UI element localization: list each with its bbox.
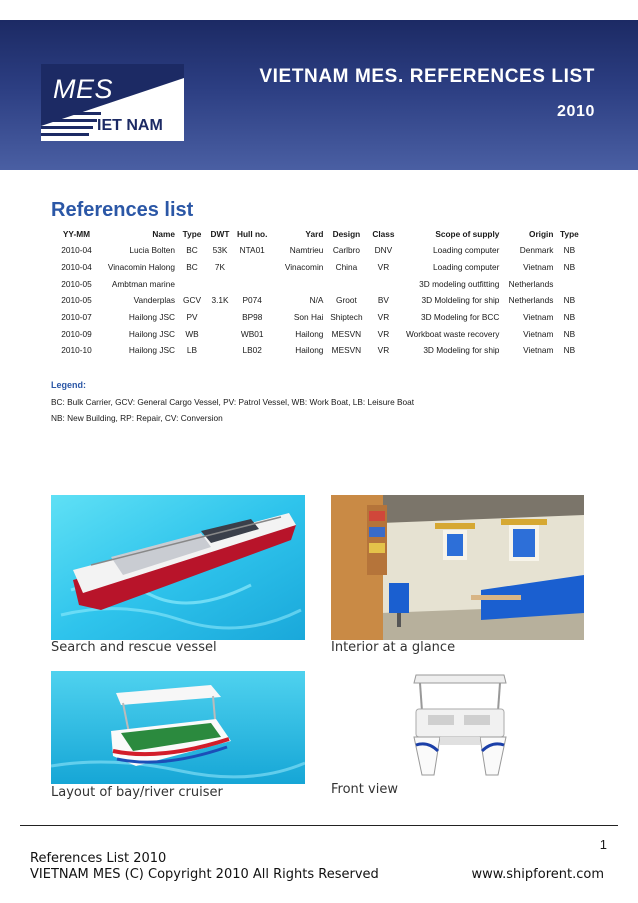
cell-hull: P074 [242,295,262,306]
cruiser-layout-image [51,671,305,784]
cell-yymm: 2010-09 [61,328,92,339]
col-header-origin: Origin [528,228,554,239]
footer-copyright: VIETNAM MES (C) Copyright 2010 All Rights Reserved [30,867,379,882]
col-header-class: Class [372,228,395,239]
cell-yymm: 2010-05 [61,295,92,306]
cell-yard: Vinacomin [284,262,324,273]
caption-cruiser-layout: Layout of bay/river cruiser [51,785,223,800]
cell-yard: Hailong [295,345,324,356]
col-header-scope: Scope of supply [435,228,500,239]
col-header-type: Type [182,228,202,239]
cell-class [366,275,400,292]
legend-vessel-types: BC: Bulk Carrier, GCV: General Cargo Vessel, PV: Patrol Vessel, WB: Work Boat, LB: Leisure Boat [51,397,415,407]
cell-dwt: 53K [212,245,228,256]
cell-name: Hailong JSC [128,312,175,323]
cell-yymm: 2010-04 [61,262,92,273]
document-year: 2010 [557,103,595,120]
cell-yard: N/A [309,295,324,306]
cell-design [326,275,366,292]
cell-order-type: NB [563,345,576,356]
cell-order-type: NB [563,245,576,256]
cell-class: BV [377,295,389,306]
table-row [51,259,582,276]
cell-scope: Loading computer [433,245,500,256]
cell-name: Vinacomin Halong [107,262,175,273]
cell-name: Ambtman marine [111,278,175,289]
cell-type: BC [186,262,198,273]
cell-class: VR [377,312,390,323]
cell-name: Hailong JSC [128,328,175,339]
section-title: References list [51,199,194,221]
cell-yard [270,275,326,292]
interior-photo [331,495,584,640]
col-header-order-type: Type [560,228,579,239]
company-logo [41,64,184,141]
cell-origin: Vietnam [523,262,554,273]
cell-scope: Workboat waste recovery [405,328,500,339]
caption-front-view: Front view [331,782,398,797]
col-header-name: Name [152,228,175,239]
cell-class: VR [377,262,390,273]
table-row [51,325,582,342]
cell-type: PV [186,312,198,323]
cell-yard: Hailong [295,328,324,339]
col-header-dwt: DWT [210,228,230,239]
cell-origin: Vietnam [523,312,554,323]
cell-name: Lucia Bolten [129,245,175,256]
interior-image [331,495,584,640]
footer-doc-title: References List 2010 [30,851,167,866]
cell-hull [234,275,270,292]
cell-scope: 3D modeling outfitting [419,278,500,289]
cell-hull: WB01 [240,328,264,339]
col-header-design: Design [332,228,361,239]
cell-dwt [206,342,234,359]
cell-class: DNV [374,245,393,256]
cell-hull: NTA01 [239,245,265,256]
col-header-hull: Hull no. [237,228,268,239]
cell-design: Carlbro [332,245,361,256]
cell-hull: BP98 [242,312,263,323]
cell-name: Vanderplas [133,295,175,306]
cell-yymm: 2010-07 [61,312,92,323]
table-row [51,275,582,292]
legend-title: Legend: [51,380,86,390]
cell-hull [234,259,270,276]
col-header-yard: Yard [305,228,324,239]
table-row [51,309,582,326]
rescue-vessel-photo [51,495,305,640]
cell-yymm: 2010-05 [61,278,92,289]
legend-order-types: NB: New Building, RP: Repair, CV: Conversion [51,413,223,423]
cell-dwt [206,275,234,292]
cell-order-type: NB [563,328,576,339]
logo-text: MES [53,74,114,104]
header-banner [0,20,638,170]
cell-design: Shiptech [330,312,363,323]
cell-origin: Netherlands [508,295,554,306]
logo-subtext: IET NAM [97,117,163,134]
cell-scope: 3D Modeling for BCC [421,312,500,323]
cell-name: Hailong JSC [128,345,175,356]
caption-interior: Interior at a glance [331,640,456,655]
col-header-yymm: YY-MM [62,228,91,239]
cell-scope: 3D Moldeling for ship [421,295,500,306]
cell-order-type: NB [563,262,576,273]
cell-yard: Namtrieu [289,245,324,256]
footer-website: www.shipforent.com [471,867,604,882]
cell-yymm: 2010-04 [61,245,92,256]
cell-type: WB [185,328,199,339]
table-row [51,292,582,309]
cell-type: LB [186,345,198,356]
cell-dwt [206,325,234,342]
cell-class: VR [377,328,390,339]
cell-yymm: 2010-10 [61,345,92,356]
cell-hull: LB02 [242,345,262,356]
document-title: VIETNAM MES. REFERENCES LIST [259,66,595,87]
cell-order-type: NB [563,312,576,323]
references-table [51,225,582,359]
table-header-row [51,225,582,242]
cell-order-type: NB [563,295,576,306]
rescue-vessel-image [51,495,305,640]
table-row [51,342,582,359]
cell-design: MESVN [331,328,362,339]
cruiser-layout-photo [51,671,305,784]
cell-design: China [335,262,358,273]
cell-dwt: 3.1K [211,295,229,306]
cell-type: GCV [183,295,201,306]
cell-order-type [556,275,582,292]
cell-type [178,275,206,292]
caption-rescue-vessel: Search and rescue vessel [51,640,217,655]
cell-origin: Vietnam [523,345,554,356]
cell-scope: 3D Modeling for ship [423,345,500,356]
cell-dwt [206,309,234,326]
cell-type: BC [186,245,198,256]
cell-design: MESVN [331,345,362,356]
page-number: 1 [599,837,607,852]
cell-origin: Denmark [519,245,554,256]
cell-yard: Son Hai [293,312,324,323]
cell-class: VR [377,345,390,356]
cell-design: Groot [336,295,357,306]
front-view-image [406,671,514,781]
table-row [51,242,582,259]
cell-origin: Netherlands [508,278,554,289]
cell-dwt: 7K [214,262,226,273]
table-body [51,242,582,359]
footer-divider [20,825,618,826]
front-view-photo [406,671,514,781]
cell-scope: Loading computer [433,262,500,273]
cell-origin: Vietnam [523,328,554,339]
